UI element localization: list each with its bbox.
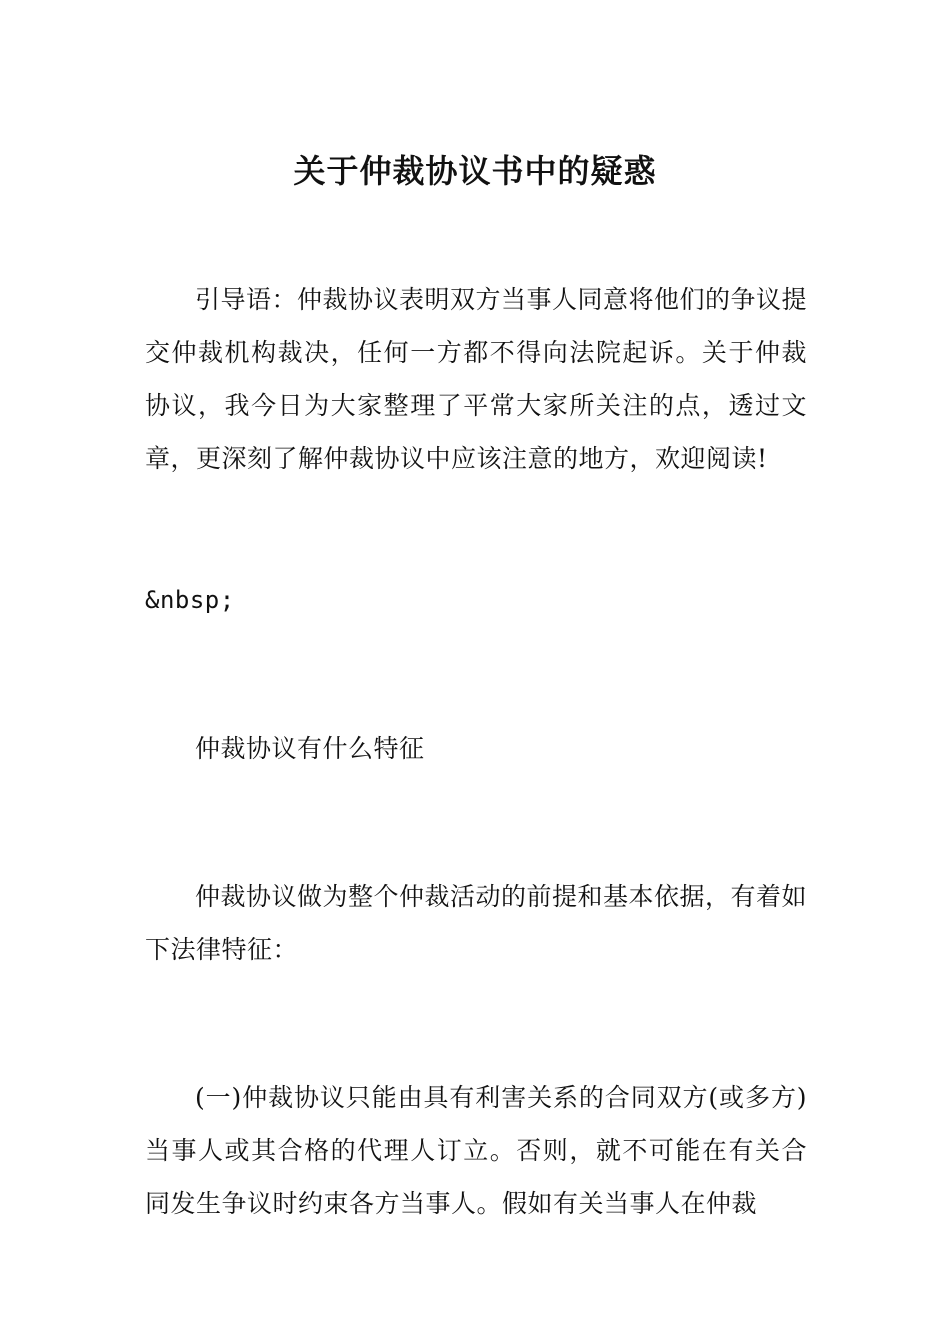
- nbsp-paragraph: &nbsp;: [145, 586, 235, 614]
- document-title: 关于仲裁协议书中的疑惑: [293, 152, 657, 191]
- body-paragraph-features: 仲裁协议做为整个仲裁活动的前提和基本依据，有着如下法律特征：: [145, 882, 808, 964]
- intro-paragraph: 引导语：仲裁协议表明双方当事人同意将他们的争议提交仲裁机构裁决，任何一方都不得向法院起诉。关于仲裁协议，我今日为大家整理了平常大家所关注的点，透过文章，更深刻了解仲裁协议中应该注意的地方，欢迎阅读!: [145, 285, 808, 473]
- section-heading: 仲裁协议有什么特征: [195, 734, 425, 763]
- body-paragraph-item-one: (一)仲裁协议只能由具有利害关系的合同双方(或多方)当事人或其合格的代理人订立。否则，就不可能在有关合同发生争议时约束各方当事人。假如有关当事人在仲裁: [145, 1083, 808, 1218]
